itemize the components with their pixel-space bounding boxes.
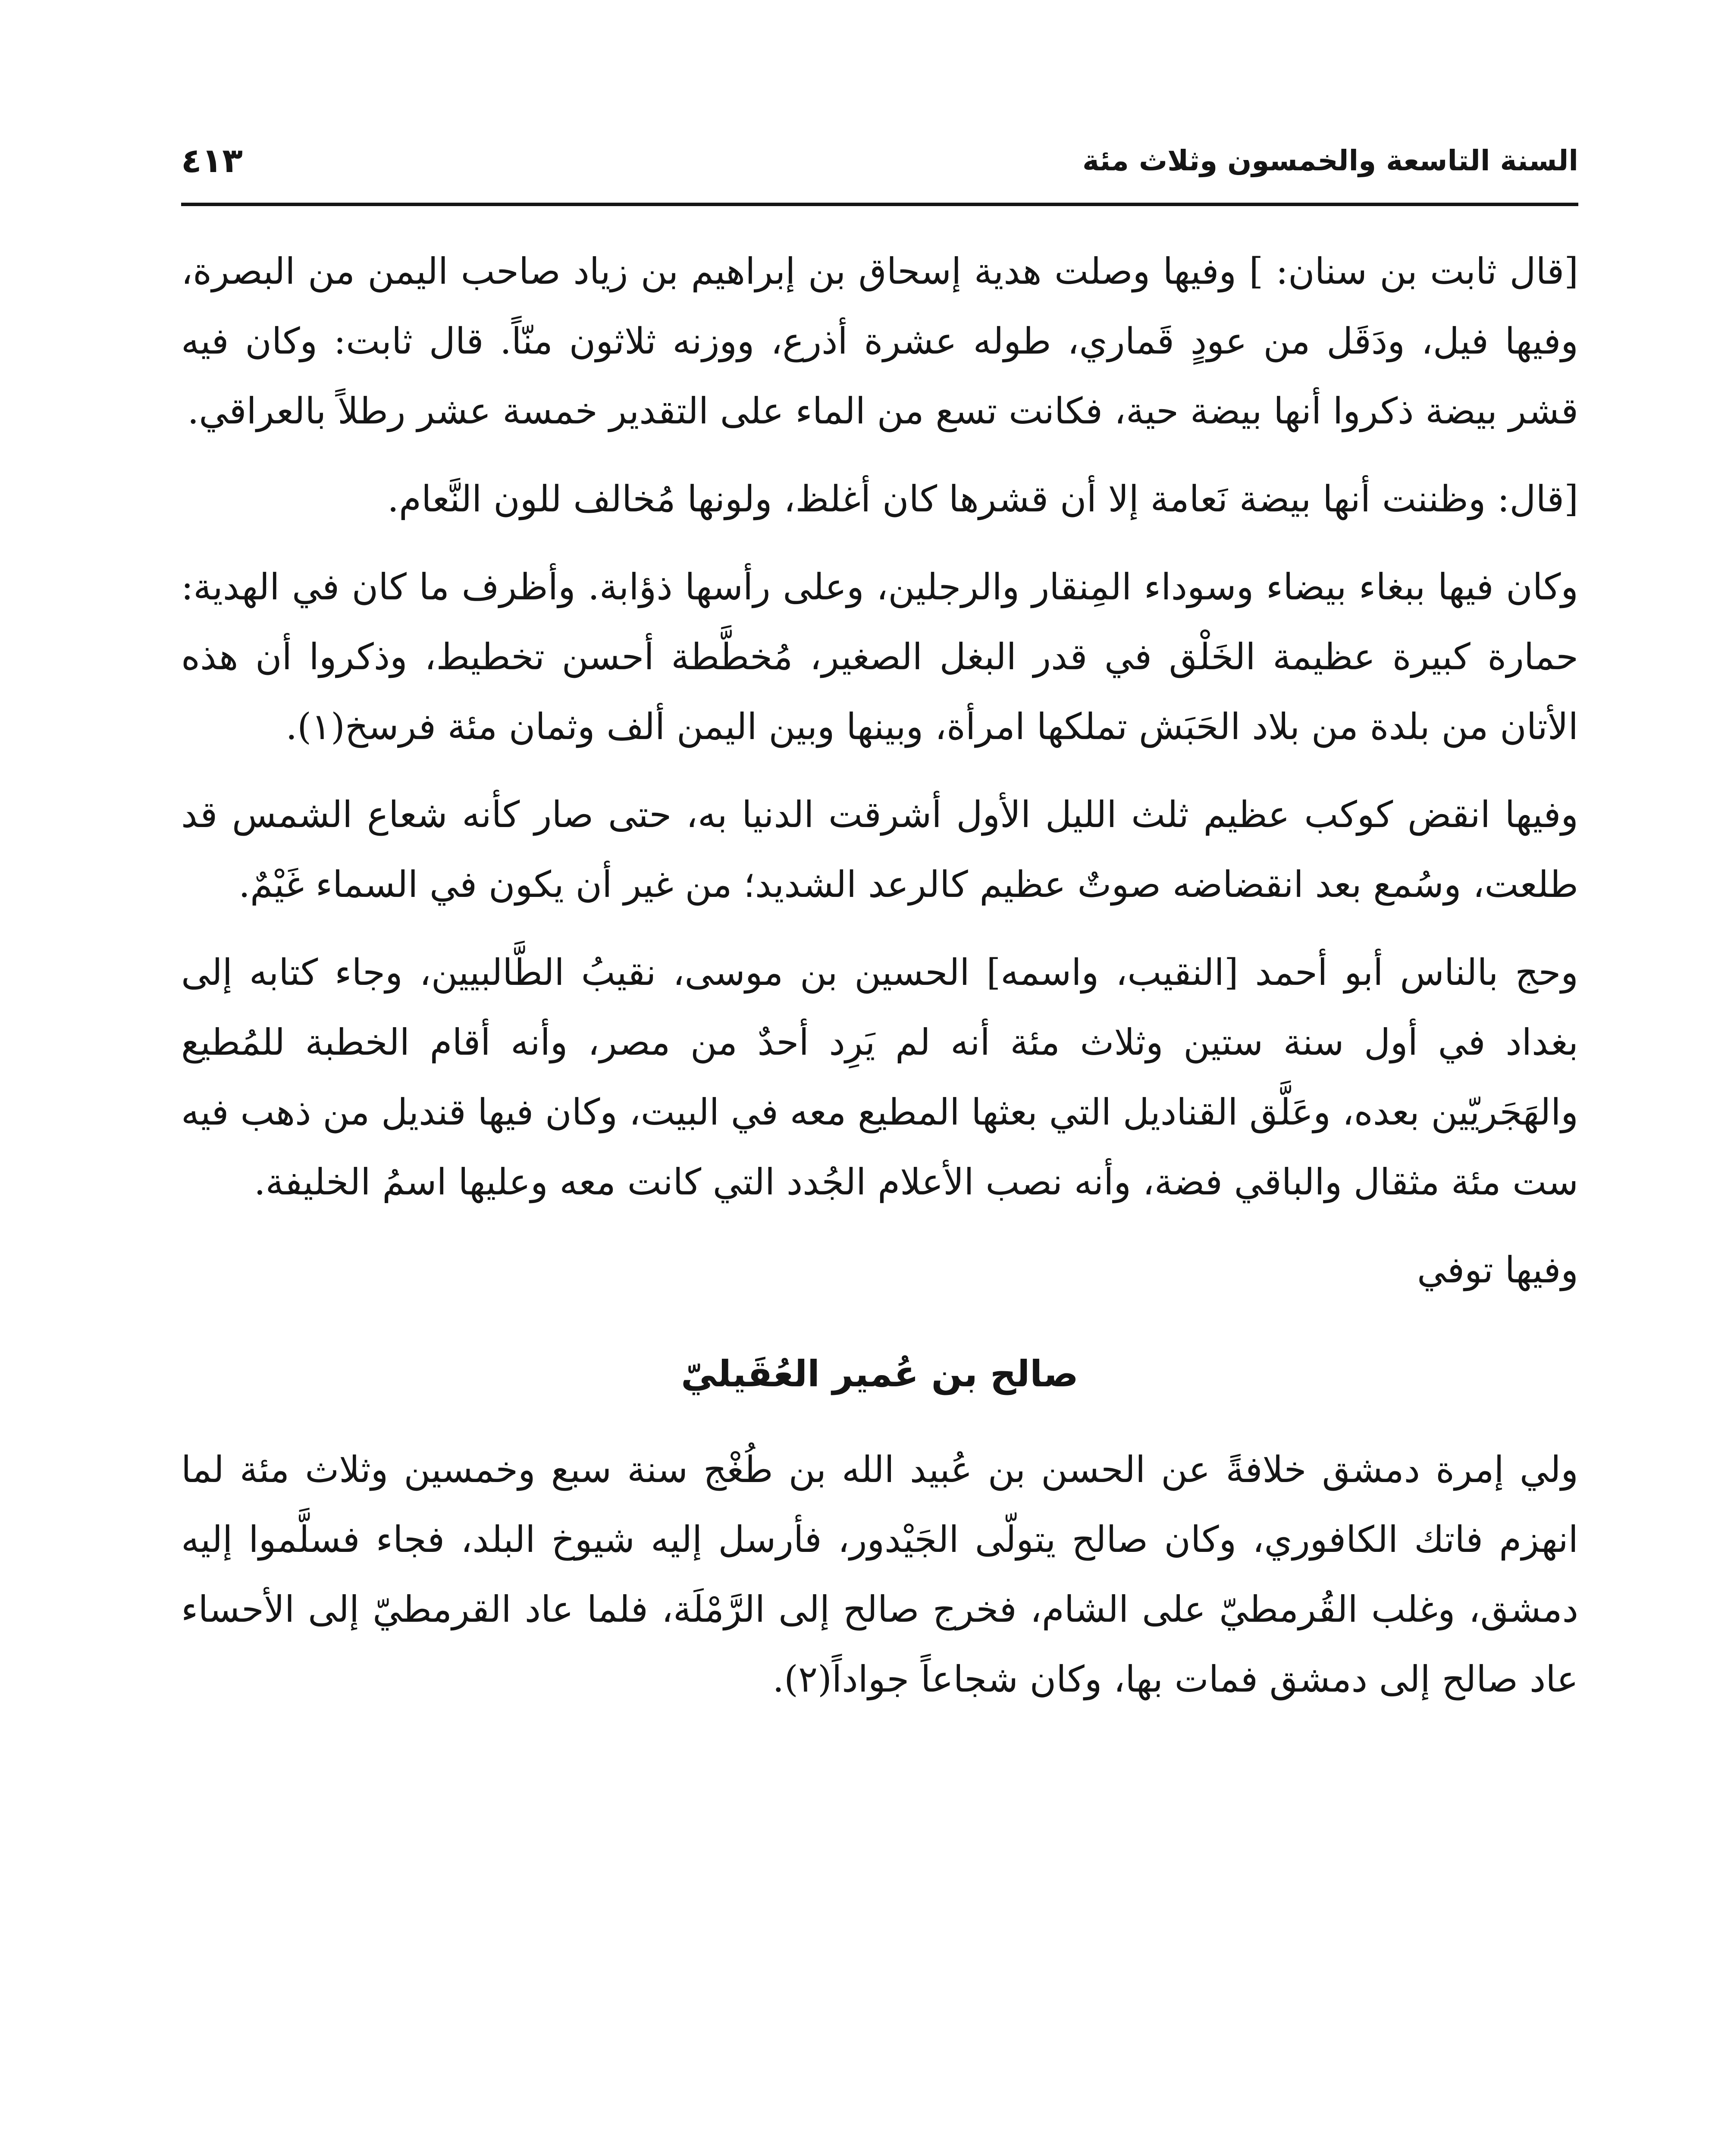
paragraph: وفيها توفي [1417, 1249, 1578, 1291]
paragraph: وحج بالناس أبو أحمد [النقيب، واسمه] الحسين بن موسى، نقيبُ الطَّالبيين، وجاء كتابه إلى بغداد في أول سنة ستين وثلاث مئة أنه لم يَرِد أحدٌ من مصر، وأنه أقام الخطبة للمُطيع والهَجَريّين بعده، وعَلَّق القناديل التي بعثها المطيع معه في البيت، وكان فيها قنديل من ذهب فيه ست مئة مثقال والباقي فضة، وأنه نصب الأعلام الجُدد التي كانت معه وعليها اسمُ الخليفة. [181, 951, 1578, 1203]
running-title: السنة التاسعة والخمسون وثلاث مئة [1082, 144, 1578, 177]
paragraph: [قال ثابت بن سنان: ] وفيها وصلت هدية إسحاق بن إبراهيم بن زياد صاحب اليمن من البصرة، وفيها فيل، ودَقَل من عودٍ قَماري، طوله عشرة أذرع، ووزنه ثلاثون منّاً. قال ثابت: وكان فيه قشر بيضة ذكروا أنها بيضة حية، فكانت تسع من الماء على التقدير خمسة عشر رطلاً بالعراقي. [181, 250, 1578, 432]
main-text [181, 236, 1578, 1714]
paragraph: وفيها انقض كوكب عظيم ثلث الليل الأول أشرقت الدنيا به، حتى صار كأنه شعاع الشمس قد طلعت، وسُمع بعد انقضاضه صوتٌ عظيم كالرعد الشديد؛ من غير أن يكون في السماء غَيْمٌ. [181, 793, 1578, 906]
page-number: ٤١٣ [181, 141, 243, 180]
section-heading: صالح بن عُمير العُقَيليّ [681, 1353, 1079, 1395]
paragraph: [قال: وظننت أنها بيضة نَعامة إلا أن قشرها كان أغلظ، ولونها مُخالف للون النَّعام. [387, 478, 1578, 520]
book-page [181, 129, 1578, 2156]
section-paragraph: ولي إمرة دمشق خلافةً عن الحسن بن عُبيد الله بن طُغْج سنة سبع وخمسين وثلاث مئة لما انهزم فاتك الكافوري، وكان صالح يتولّى الجَيْدور، فأرسل إليه شيوخ البلد، فجاء فسلَّموا إليه دمشق، وغلب القُرمطيّ على الشام، فخرج صالح إلى الرَّمْلَة، فلما عاد القرمطيّ إلى الأحساء عاد صالح إلى دمشق فمات بها، وكان شجاعاً جواداً(٢). [181, 1448, 1578, 1700]
paragraph: وكان فيها ببغاء بيضاء وسوداء المِنقار والرجلين، وعلى رأسها ذؤابة. وأظرف ما كان في الهدية: حمارة كبيرة عظيمة الخَلْق في قدر البغل الصغير، مُخطَّطة أحسن تخطيط، وذكروا أن هذه الأتان من بلدة من بلاد الحَبَش تملكها امرأة، وبينها وبين اليمن ألف وثمان مئة فرسخ(١). [181, 566, 1578, 748]
running-header [181, 129, 1578, 206]
